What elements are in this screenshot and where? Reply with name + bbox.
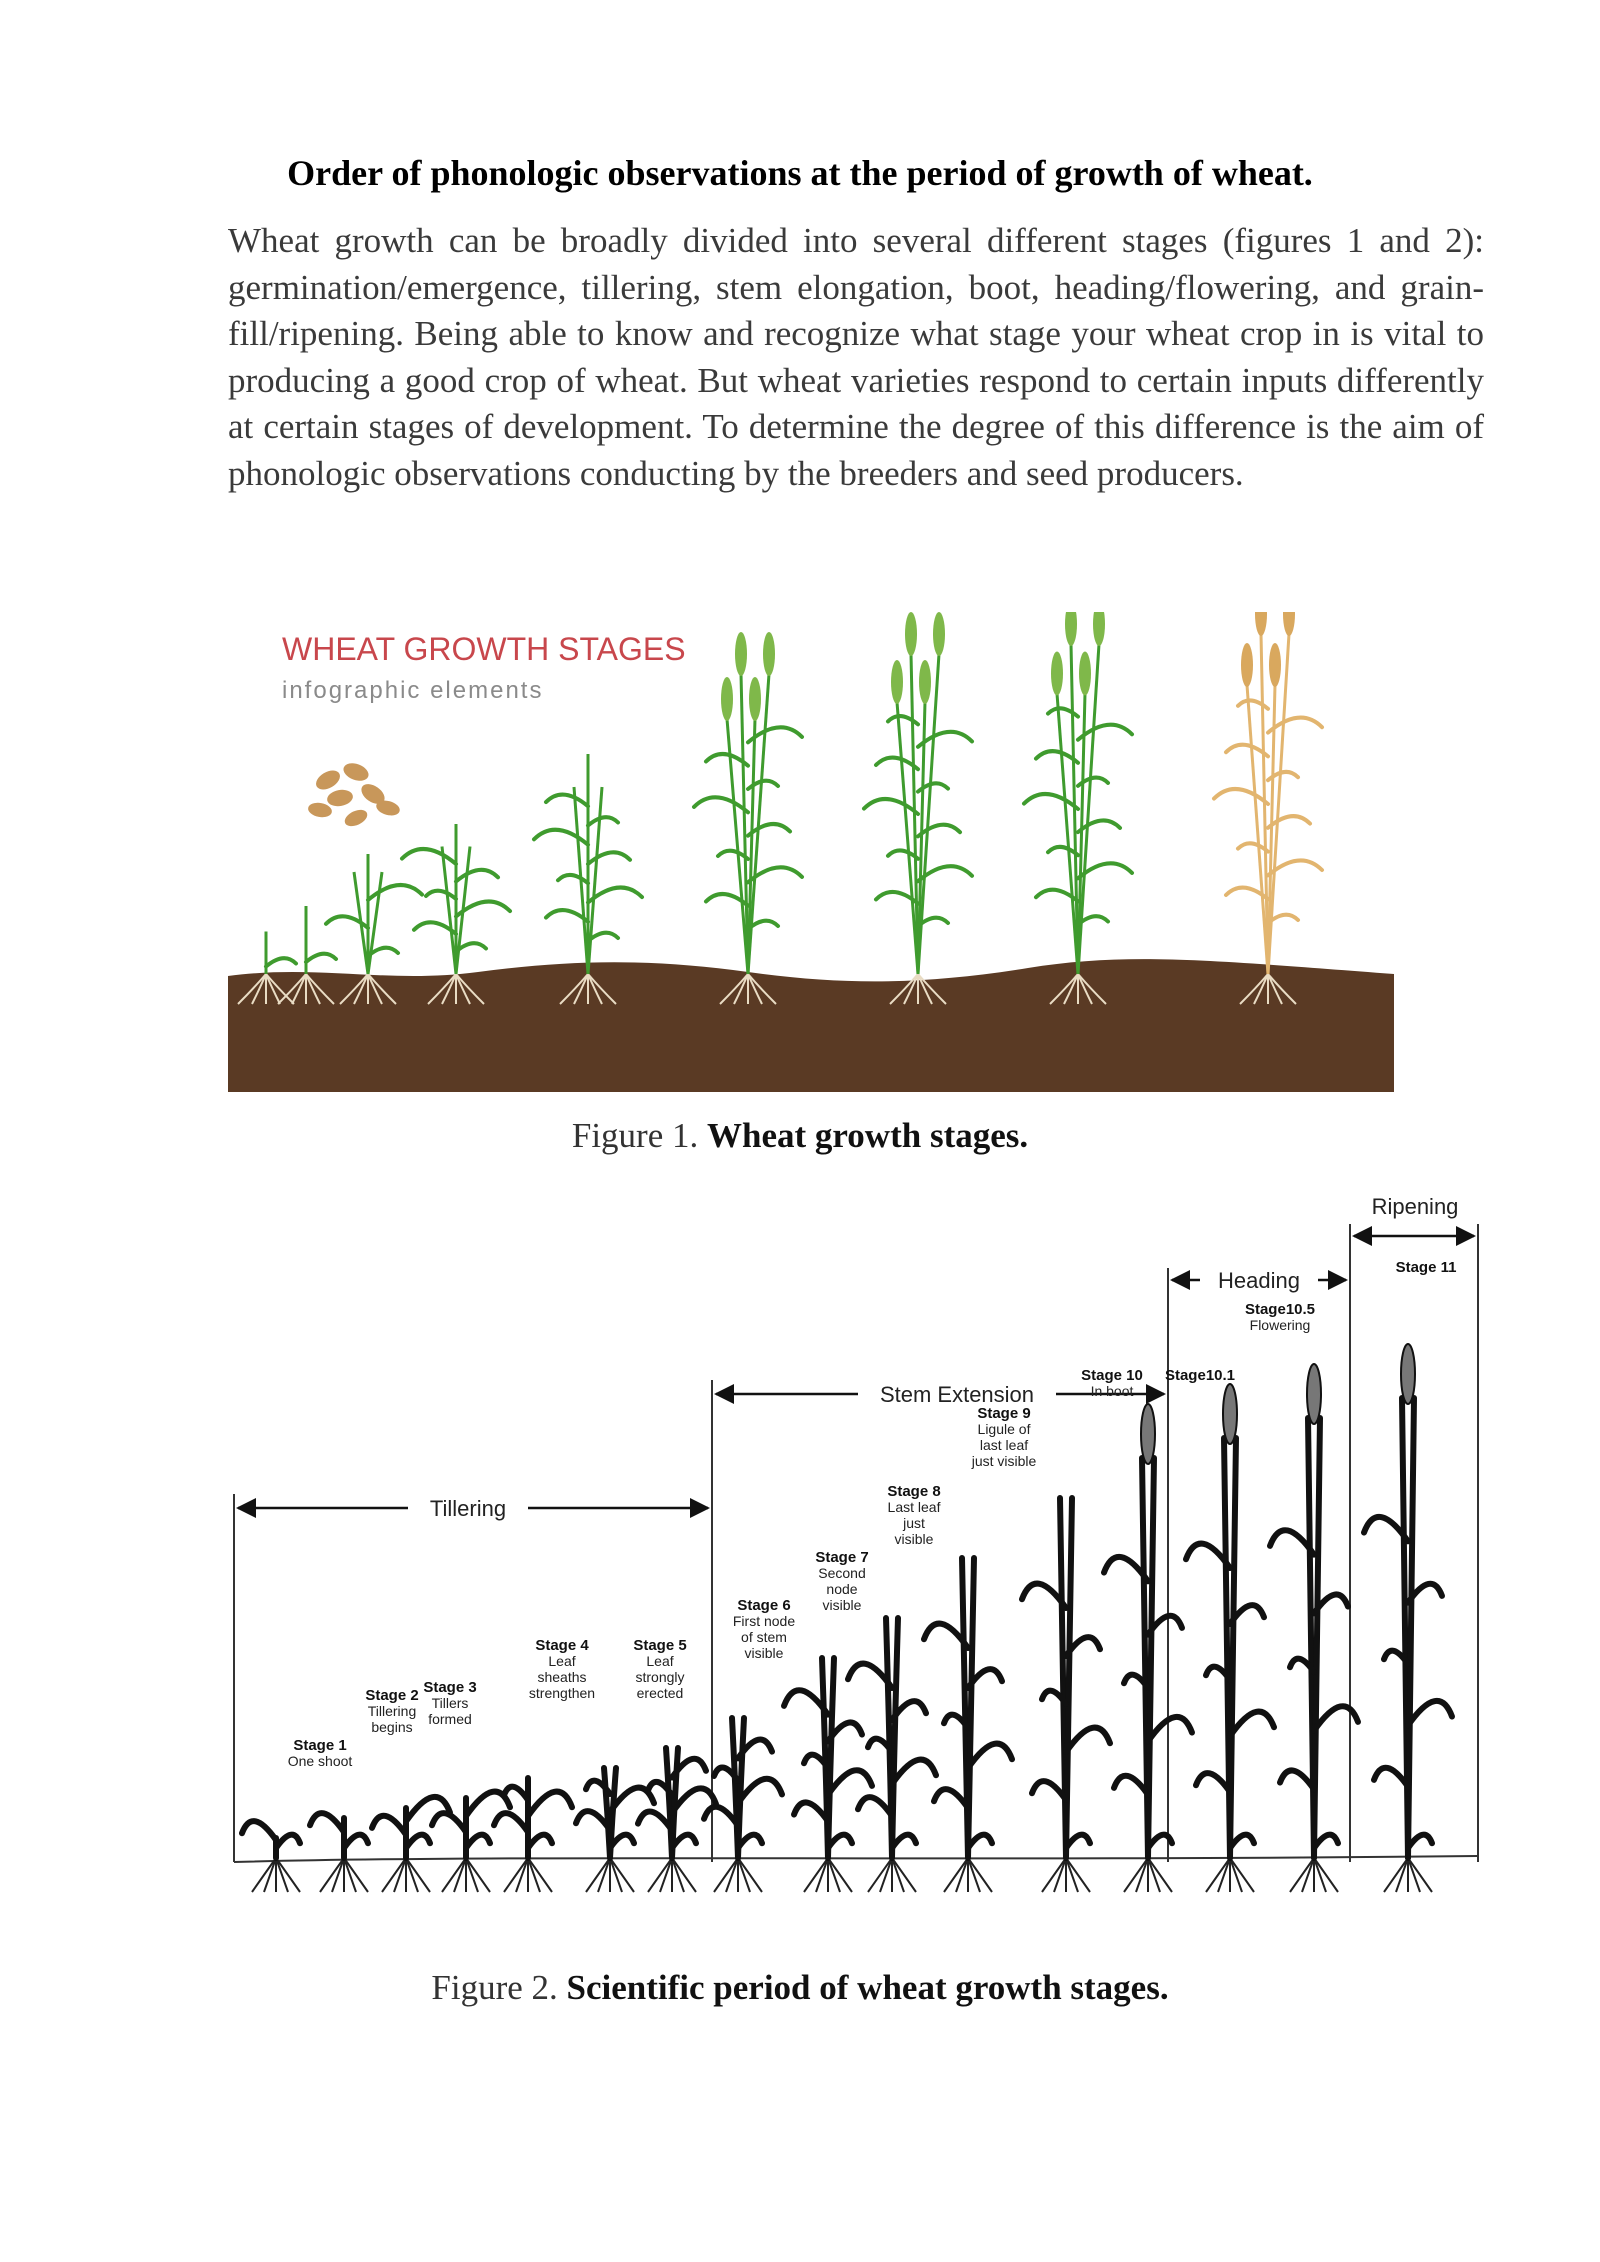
stage-plant-silhouette-13 [1104,1404,1192,1892]
stage-name-4: Stage 4 [535,1637,589,1654]
infographic-heading: WHEAT GROWTH STAGES [282,631,686,667]
period-label-tillering: Tillering [429,1496,507,1521]
stage-plant-silhouette-11 [924,1558,1012,1892]
figure-1-caption-prefix: Figure 1. [571,1116,699,1155]
stage-desc-2-1: Tillering [367,1703,417,1719]
stage-desc-6-3: visible [744,1645,784,1661]
stage-desc-5-2: strongly [635,1669,685,1685]
infographic-subheading: infographic elements [282,677,544,704]
wheat-plant-7 [864,612,972,1004]
stage-name-8: Stage 8 [887,1483,941,1500]
stage-plant-silhouette-10 [848,1618,936,1892]
stage-plant-silhouette-14 [1186,1384,1274,1892]
stage-plant-silhouette-16 [1364,1344,1452,1892]
stage-plant-silhouette-15 [1270,1364,1358,1892]
stage-desc-7-1: Second [818,1565,866,1581]
stage-name-7: Stage 7 [815,1549,869,1566]
stage-desc-7-2: node [826,1581,858,1597]
stage-desc-4-3: strengthen [528,1685,596,1701]
wheat-seeds-icon [307,760,401,829]
stage-name-5: Stage 5 [633,1637,687,1654]
stage-desc-4-2: sheaths [537,1669,587,1685]
intro-paragraph: Wheat growth can be broadly divided into several different stages (figures 1 and 2): germination/emergence, tillering, stem elongation, boot, heading/flowering, and grain-fill/ripening. Being able to know and recognize what stage your wheat crop in is vital to producing a good crop of wheat. But wheat varieties respond to certain inputs differently at certain stages of development. To determine the degree of this difference is the aim of phonologic observations conducting by the breeders and seed producers. [228,221,1484,493]
stage-desc-9-1: Ligule of [977,1421,1031,1437]
wheat-plants-group [238,612,1322,1004]
stage-desc-8-3: visible [894,1531,934,1547]
figure-2-stage-diagram [228,1172,1488,1952]
stage-plant-silhouette-4 [432,1792,510,1892]
stage-desc-6-1: First node [732,1613,796,1629]
stage-plant-silhouette-2 [310,1813,368,1892]
stage-desc-5-3: erected [636,1685,684,1701]
stage-desc-5-1: Leaf [646,1653,674,1669]
stage-desc-3-2: formed [428,1711,472,1727]
stage-desc-9-2: last leaf [979,1437,1029,1453]
stage-name-6: Stage 6 [737,1597,791,1614]
document-title: Order of phonologic observations at the period of growth of wheat. [287,153,1313,193]
stage-name-2: Stage 2 [365,1687,419,1704]
stage-plant-silhouette-3 [372,1797,450,1892]
stage-plants-group [242,1344,1452,1892]
soil-ground [228,959,1394,1092]
stage-plant-silhouette-12 [1022,1498,1110,1892]
wheat-plant-6 [694,632,802,1004]
stage-desc-2-2: begins [371,1719,413,1735]
stage-desc-3-1: Tillers [431,1695,469,1711]
stage-plant-silhouette-8 [704,1718,782,1892]
stage-desc-6-2: of stem [741,1629,787,1645]
figure-1-caption [0,1116,1600,1156]
stage-name-13: Stage 11 [1395,1259,1457,1276]
stage-desc-12-1: Flowering [1249,1317,1311,1333]
period-label-stem-extension: Stem Extension [879,1382,1035,1407]
stage-desc-8-2: just [903,1515,925,1531]
stage-desc-8-1: Last leaf [887,1499,941,1515]
stage-desc-7-3: visible [822,1597,862,1613]
stage-name-1: Stage 1 [293,1737,347,1754]
figure-1-wheat-infographic [228,612,1394,1092]
figure-1-caption-title: Wheat growth stages. [707,1116,1029,1155]
stage-name-12: Stage10.5 [1244,1301,1316,1318]
stage-plant-silhouette-9 [784,1658,872,1892]
stage-desc-1-1: One shoot [287,1753,353,1769]
stage-name-11: Stage10.1 [1164,1367,1236,1384]
stage-plant-silhouette-5 [494,1778,572,1892]
stage-name-9: Stage 9 [977,1405,1031,1422]
figure-2-caption-title: Scientific period of wheat growth stages. [566,1968,1169,2007]
stage-plant-silhouette-1 [242,1821,300,1892]
stage-desc-4-1: Leaf [548,1653,576,1669]
stage-plant-silhouette-6 [576,1768,654,1892]
figure-2-caption-prefix: Figure 2. [431,1968,558,2007]
stage-desc-9-3: just visible [971,1453,1037,1469]
wheat-plant-9 [1214,612,1322,1004]
wheat-plant-8 [1024,612,1132,1004]
stage-name-10: Stage 10 [1081,1367,1143,1384]
period-label-ripening: Ripening [1371,1194,1459,1219]
stage-name-3: Stage 3 [423,1679,477,1696]
stage-desc-10-1: In boot [1090,1383,1134,1399]
figure-2-caption [0,1968,1600,2008]
period-label-heading: Heading [1218,1268,1300,1293]
